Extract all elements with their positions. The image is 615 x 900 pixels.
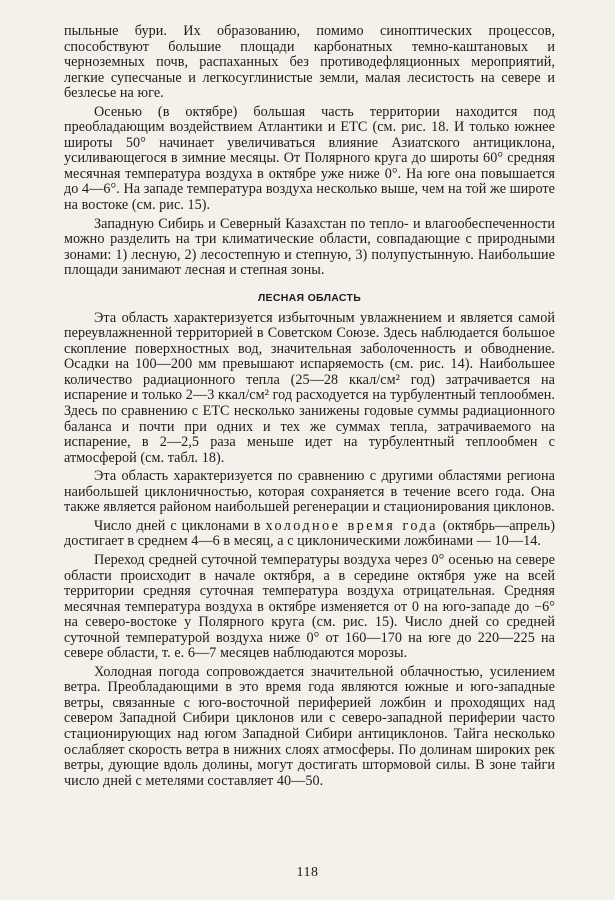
paragraph-climate-regions: Западную Сибирь и Северный Казахстан по тепло- и влагообеспеченности можно разделить на три климатические области, совпадающие с природными зонами: 1) лесную, 2) лесостепную и степную, 3) полупустынную. Наибольшие площади занимают лесная и степная зоны. [64, 215, 555, 279]
cyclone-days-before: Число дней с циклонами в [94, 517, 266, 534]
paragraph-temperature-transition: Переход средней суточной температуры воздуха через 0° осенью на севере области происходит в начале октября, а в середине октября уже на всей территории средняя суточная температура воздуха отрицательная. Средняя месячная температура воздуха в октябре изменяется от 0 на юго-западе до −6° на северо-востоке у Полярного круга (см. рис. 15). Число дней со средней суточной температурой воздуха ниже 0° от 160—170 на юге до 220—225 на севере области, т. е. 6—7 месяцев наблюдаются морозы. [64, 551, 555, 662]
cyclone-days-after: (октябрь—апрель) достигает в среднем 4—6 в месяц, а с циклоническими ложбинами — 10—14. [64, 517, 555, 550]
paragraph-dust-storms: пыльные бури. Их образованию, помимо синоптических процессов, способствуют большие площади карбонатных темно-каштановых и черноземных почв, распаханных без противодефляционных мероприятий, легкие супесчаные и легкосуглинистые земли, малая лесистость на севере и безлесье на юге. [64, 23, 555, 102]
paragraph-cyclone-days [64, 519, 555, 550]
paragraph-cyclonicity: Эта область характеризуется по сравнению с другими областями региона наибольшей циклоничностью, которая сохраняется в течение всего года. Она также является районом наибольшей регенерации и стационирования циклонов. [64, 468, 555, 516]
paragraph-autumn: Осенью (в октябре) большая часть территории находится под преобладающим воздействием Атлантики и ЕТС (см. рис. 18. И только южнее широты 50° начинает увеличиваться влияние Азиатского антициклона, усиливающегося в зимние месяцы. От Полярного круга до широты 60° средняя месячная температура воздуха в октябре уже ниже 0°. На юге она повышается до 4—6°. На западе температура воздуха несколько выше, чем на той же широте на востоке (см. рис. 15). [64, 103, 555, 214]
page-number: 118 [296, 865, 319, 880]
paragraph-humidity: Эта область характеризуется избыточным увлажнением и является самой переувлажненной территорией в Советском Союзе. Здесь наблюдается большое скопление поверхностных вод, значительная заболоченность и обводнение. Осадки на 100—200 мм превышают испаряемость (см. рис. 14). Наибольшее количество радиационного тепла (25—28 ккал/см² год) затрачивается на испарение и только 2—3 ккал/см² год расходуется на турбулентный теплообмен. Здесь по сравнению с ЕТС несколько занижены годовые суммы радиационного баланса и почти при одних и тех же суммах тепла, затрачиваемого на испарение, в 2—2,5 раза меньше идет на турбулентный теплообмен с атмосферой (см. табл. 18). [64, 309, 555, 466]
paragraph-cold-weather: Холодная погода сопровождается значительной облачностью, усилением ветра. Преобладающими в это время года являются южные и юго-западные ветры, связанные с юго-восточной периферией ложбин и проходящих над севером Западной Сибири циклонов или с северо-западной периферии часто стационирующих над югом Западной Сибири антициклонов. Тайга несколько ослабляет скорость ветра в нижних слоях атмосферы. По долинам широких рек ветры, дующие вдоль долины, могут достигать штормовой силы. В зоне тайги число дней с метелями составляет 40—50. [64, 663, 555, 789]
cyclone-days-emphasis: холодное время года [265, 517, 438, 534]
section-heading: ЛЕСНАЯ ОБЛАСТЬ [257, 291, 362, 304]
